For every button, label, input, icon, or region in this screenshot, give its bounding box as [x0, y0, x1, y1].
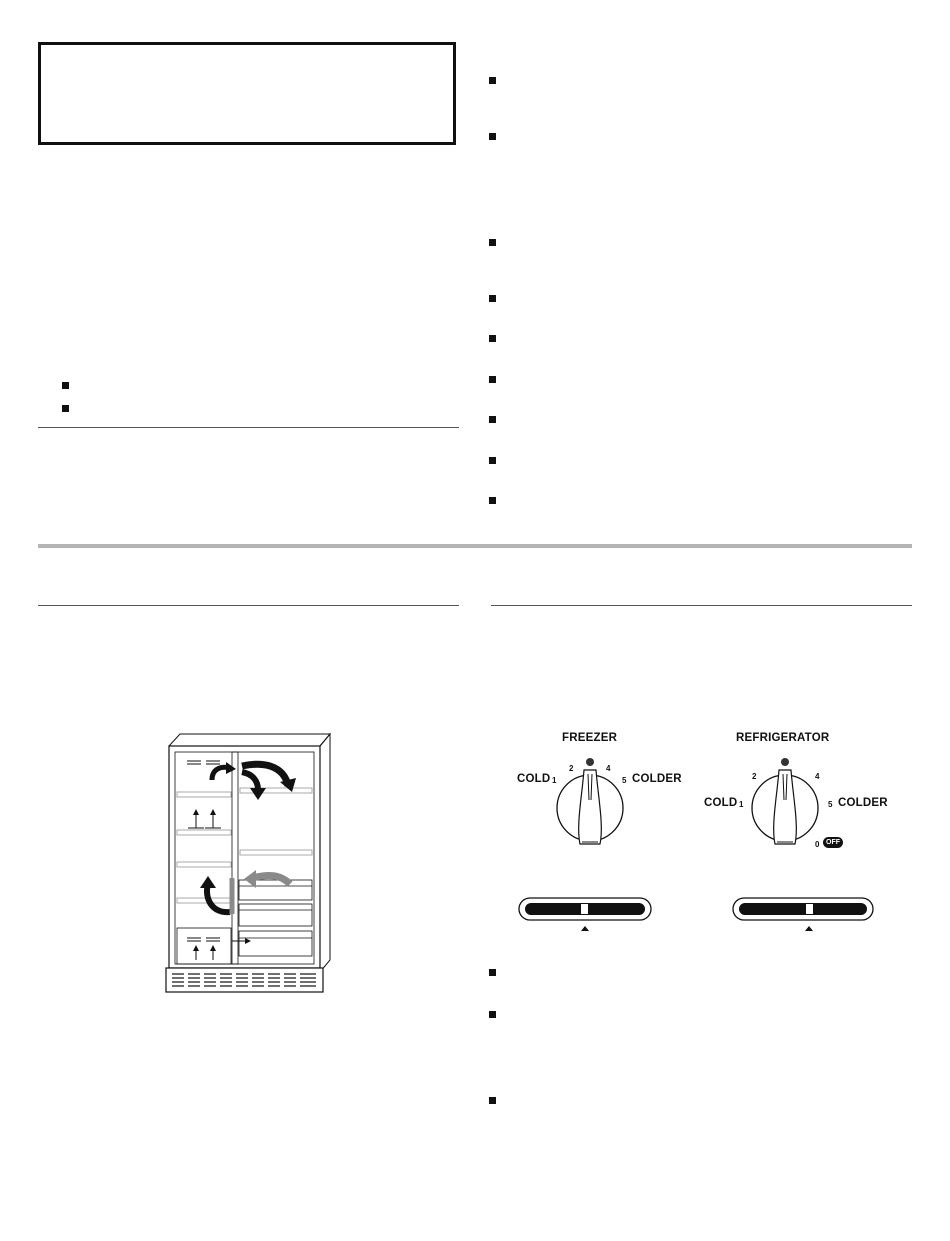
- refrigerator-off-badge: OFF: [823, 837, 843, 848]
- bullet-marker: [489, 416, 496, 423]
- bullet-marker: [489, 133, 496, 140]
- freezer-colder-label: COLDER: [632, 773, 682, 785]
- airflow-illustration: [160, 728, 335, 996]
- subsection-rule-right: [491, 605, 912, 606]
- refrigerator-off-number: 0: [815, 840, 820, 849]
- freezer-slider[interactable]: [518, 897, 652, 933]
- bullet-marker: [489, 969, 496, 976]
- bullet-marker: [62, 382, 69, 389]
- freezer-tick-2: 2: [569, 764, 574, 773]
- bullet-marker: [489, 457, 496, 464]
- refrigerator-dial[interactable]: [749, 756, 829, 852]
- section-separator: [38, 544, 912, 548]
- freezer-title: FREEZER: [562, 732, 618, 744]
- freezer-tick-4: 4: [606, 764, 611, 773]
- bullet-marker: [62, 405, 69, 412]
- refrigerator-slider[interactable]: [732, 897, 874, 933]
- bullet-marker: [489, 1011, 496, 1018]
- freezer-dial[interactable]: [554, 756, 634, 852]
- bullet-marker: [489, 376, 496, 383]
- freezer-tick-5: 5: [622, 776, 627, 785]
- notice-box: [38, 42, 456, 145]
- bullet-marker: [489, 497, 496, 504]
- column-divider: [38, 427, 459, 428]
- freezer-cold-label: COLD: [517, 773, 551, 785]
- refrigerator-cold-label: COLD: [704, 797, 738, 809]
- bullet-marker: [489, 295, 496, 302]
- bullet-marker: [489, 77, 496, 84]
- refrigerator-tick-1: 1: [739, 800, 744, 809]
- refrigerator-tick-5: 5: [828, 800, 833, 809]
- bullet-marker: [489, 1097, 496, 1104]
- refrigerator-tick-4: 4: [815, 772, 820, 781]
- bullet-marker: [489, 335, 496, 342]
- subsection-rule-left: [38, 605, 459, 606]
- refrigerator-title: REFRIGERATOR: [736, 732, 830, 744]
- bullet-marker: [489, 239, 496, 246]
- freezer-tick-1: 1: [552, 776, 557, 785]
- refrigerator-tick-2: 2: [752, 772, 757, 781]
- refrigerator-colder-label: COLDER: [838, 797, 888, 809]
